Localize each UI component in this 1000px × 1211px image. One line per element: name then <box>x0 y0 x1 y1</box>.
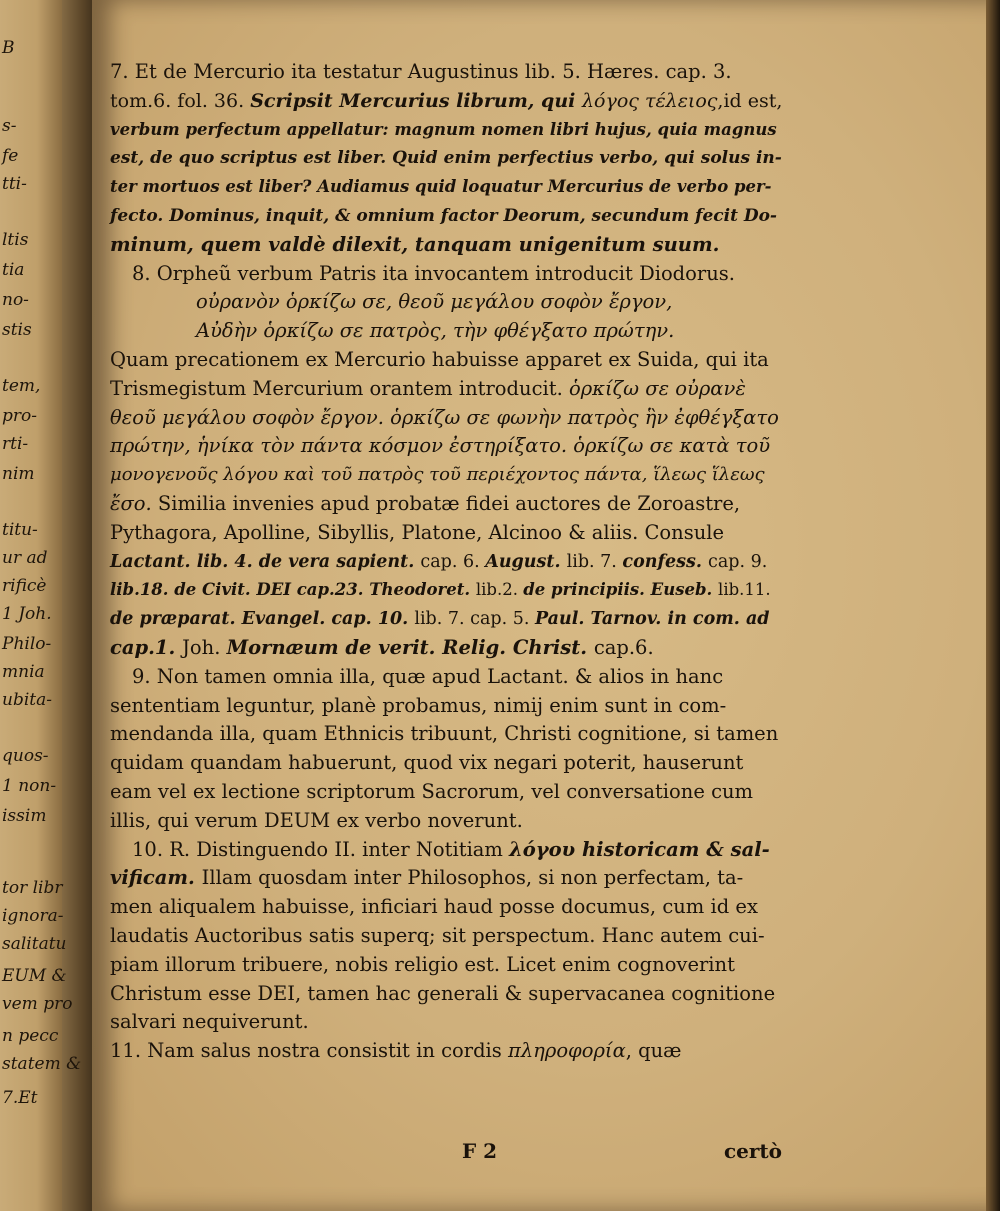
text-line <box>110 1008 782 1037</box>
margin-fragment: ltis <box>2 230 29 250</box>
page-body <box>110 58 782 1066</box>
greek-text: πρώτην, ἡνίκα τὸν πάντα κόσμον ἐστηρίξατο. ὁρκίζω σε κατὰ τοῦ <box>110 434 771 458</box>
text-line <box>110 922 782 951</box>
text-line <box>110 951 782 980</box>
margin-fragment: quos- <box>2 746 49 766</box>
margin-fragment: rificè <box>2 576 47 596</box>
margin-fragment: n pecc <box>2 1026 59 1046</box>
roman-text: Pythagora, Apolline, Sibyllis, Platone, Alcinoo & aliis. Consule <box>110 520 725 544</box>
roman-text: Illam quosdam inter Philosophos, si non perfectam, ta- <box>201 866 744 890</box>
roman-text: Christum esse DEI, tamen hac generali & supervacanea cognitione <box>110 981 776 1005</box>
margin-fragment: nim <box>2 464 35 484</box>
margin-fragment: titu- <box>2 520 38 540</box>
margin-fragment: tem, <box>2 376 41 396</box>
text-line <box>110 980 782 1009</box>
italic-text: August. <box>485 551 567 572</box>
roman-text: 11. Nam salus nostra consistit in cordis <box>110 1039 508 1063</box>
italic-text: de principiis. Euseb. <box>523 580 719 600</box>
margin-fragment: Philo- <box>2 634 52 654</box>
text-line <box>110 864 782 893</box>
signature-mark: F 2 <box>462 1139 498 1163</box>
italic-text: ter mortuos est liber? Audiamus quid loquatur Mercurius de verbo per- <box>110 177 772 197</box>
roman-text: 9. Non tamen omnia illa, quæ apud Lactant. & alios in hanc <box>132 664 724 688</box>
margin-fragment: tor libr <box>2 878 63 898</box>
margin-fragment: stis <box>2 320 32 340</box>
roman-text: 7. Et de Mercurio ita testatur Augustinus lib. 5. Hæres. cap. 3. <box>110 60 732 83</box>
text-line <box>110 893 782 922</box>
margin-fragment: fe <box>2 146 19 166</box>
roman-text: mendanda illa, quam Ethnicis tribuunt, Christi cognitione, si tamen <box>110 722 779 746</box>
margin-fragment: ubita- <box>2 690 52 710</box>
margin-fragment: 1 Joh. <box>2 604 52 624</box>
margin-fragment: 1 non- <box>2 776 57 796</box>
margin-fragment: mnia <box>2 662 45 682</box>
italic-text: Mornæum de verit. Relig. Christ. <box>226 635 594 659</box>
text-line <box>110 260 782 289</box>
text-line <box>110 144 782 173</box>
margin-fragment: s- <box>2 116 17 136</box>
roman-text: 10. R. Distinguendo II. inter Notitiam <box>132 837 510 861</box>
text-line <box>110 116 782 145</box>
roman-text: ,id est, <box>717 89 783 112</box>
text-line <box>110 490 782 519</box>
roman-text: salvari nequiverunt. <box>110 1010 309 1034</box>
italic-text: λόγου historicam & sal- <box>509 837 770 861</box>
roman-text: Joh. <box>182 635 227 659</box>
margin-fragment: ur ad <box>2 548 48 568</box>
margin-fragment: ignora- <box>2 906 64 926</box>
greek-text: πληροφορία <box>508 1039 626 1063</box>
text-line <box>110 58 782 87</box>
roman-text: cap. 9. <box>708 551 768 572</box>
italic-text: cap.1. <box>110 635 183 659</box>
text-line <box>110 317 782 346</box>
margin-fragment: B <box>2 38 15 58</box>
italic-text: est, de quo scriptus est liber. Quid enim perfectius verbo, qui solus in- <box>110 148 782 169</box>
roman-text: laudatis Auctoribus satis superq; sit perspectum. Hanc autem cui- <box>110 923 765 947</box>
text-line <box>110 634 782 663</box>
roman-text: Trismegistum Mercurium orantem introducit. <box>110 376 569 400</box>
margin-fragment: EUM & <box>2 966 67 986</box>
roman-text: piam illorum tribuere, nobis religio est. Licet enim cognoverint <box>110 952 735 976</box>
italic-text: vificam. <box>110 866 202 890</box>
margin-fragment: no- <box>2 290 29 310</box>
text-line <box>110 231 782 260</box>
italic-text: lib.18. de Civit. DEI cap.23. Theodoret. <box>110 580 476 600</box>
text-line <box>110 778 782 807</box>
roman-text: illis, qui verum DEUM ex verbo noverunt. <box>110 808 523 832</box>
text-line <box>110 605 782 634</box>
roman-text: tom.6. fol. 36. <box>110 89 251 112</box>
greek-text: ἔσο. <box>110 491 158 515</box>
text-line <box>110 836 782 865</box>
margin-fragment: tti- <box>2 174 27 194</box>
roman-text: 8. Orpheũ verbum Patris ita invocantem introducit Diodorus. <box>132 261 735 285</box>
catchword: certò <box>723 1139 782 1163</box>
text-line <box>110 375 782 404</box>
text-line <box>110 432 782 461</box>
page-right-edge <box>986 0 1000 1211</box>
greek-text: λόγος τέλειος <box>581 89 718 112</box>
roman-text: eam vel ex lectione scriptorum Sacrorum, vel conversatione cum <box>110 779 754 803</box>
italic-text: confess. <box>622 551 709 572</box>
roman-text: , quæ <box>625 1039 682 1063</box>
left-page-edge <box>0 0 82 1211</box>
text-line <box>110 548 782 577</box>
text-line <box>110 404 782 433</box>
text-line <box>110 87 782 116</box>
text-line <box>110 576 782 605</box>
greek-text: οὐρανὸν ὁρκίζω σε, θεοῦ μεγάλου σοφὸν ἔργον, <box>196 290 673 314</box>
greek-text: ὁρκίζω σε οὐρανὲ <box>568 376 746 400</box>
margin-fragment: salitatu <box>2 934 67 954</box>
greek-text: Αὐδὴν ὁρκίζω σε πατρὸς, τὴν φθέγξατο πρώτην. <box>196 319 675 343</box>
roman-text: lib.2. <box>475 580 524 600</box>
italic-text: fecto. Dominus, inquit, & omnium factor Deorum, secundum fecit Do- <box>110 205 777 226</box>
text-line <box>110 519 782 548</box>
text-line <box>110 202 782 231</box>
greek-text: θεοῦ μεγάλου σοφὸν ἔργον. ὁρκίζω σε φωνὴν πατρὸς ἣν ἐφθέγξατο <box>110 405 779 429</box>
italic-text: Scripsit Mercurius librum, qui <box>250 89 582 112</box>
roman-text: cap. 6. <box>420 551 486 572</box>
text-line <box>110 807 782 836</box>
roman-text: Quam precationem ex Mercurio habuisse apparet ex Suida, qui ita <box>110 347 769 371</box>
roman-text: quidam quandam habuerunt, quod vix negari poterit, hauserunt <box>110 751 744 775</box>
text-line <box>110 720 782 749</box>
italic-text: verbum perfectum appellatur: magnum nomen libri hujus, quia magnus <box>110 119 777 139</box>
roman-text: cap.6. <box>593 635 654 659</box>
margin-fragment: rti- <box>2 434 29 454</box>
roman-text: men aliqualem habuisse, inficiari haud posse documus, cum id ex <box>110 895 758 919</box>
text-line <box>110 173 782 202</box>
margin-fragment: issim <box>2 806 47 826</box>
roman-text: lib.11. <box>718 580 771 600</box>
text-line <box>110 1037 782 1066</box>
italic-text: de præparat. Evangel. cap. 10. <box>110 609 415 630</box>
roman-text: lib. 7. <box>566 551 623 572</box>
roman-text: lib. 7. cap. 5. <box>414 609 535 630</box>
text-line <box>110 461 782 490</box>
italic-text: minum, quem valdè dilexit, tanquam unigenitum suum. <box>110 232 720 256</box>
text-line <box>110 346 782 375</box>
page-footer <box>110 1137 782 1165</box>
greek-text: μονογενοῦς λόγου καὶ τοῦ πατρὸς τοῦ περιέχοντος πάντα, ἵλεως ἵλεως <box>110 464 765 486</box>
margin-fragment: 7.Et <box>2 1088 38 1108</box>
roman-text: Similia invenies apud probatæ fidei auctores de Zoroastre, <box>157 491 741 515</box>
roman-text: sententiam leguntur, planè probamus, nimij enim sunt in com- <box>110 693 727 717</box>
italic-text: Lactant. lib. 4. de vera sapient. <box>110 551 421 572</box>
margin-fragment: tia <box>2 260 25 280</box>
italic-text: Paul. Tarnov. in com. ad <box>534 609 770 630</box>
text-line <box>110 288 782 317</box>
margin-fragment: pro- <box>2 406 37 426</box>
margin-fragment: statem & <box>2 1054 82 1074</box>
text-line <box>110 749 782 778</box>
margin-fragment: vem pro <box>2 994 73 1014</box>
text-line <box>110 692 782 721</box>
text-line <box>110 663 782 692</box>
